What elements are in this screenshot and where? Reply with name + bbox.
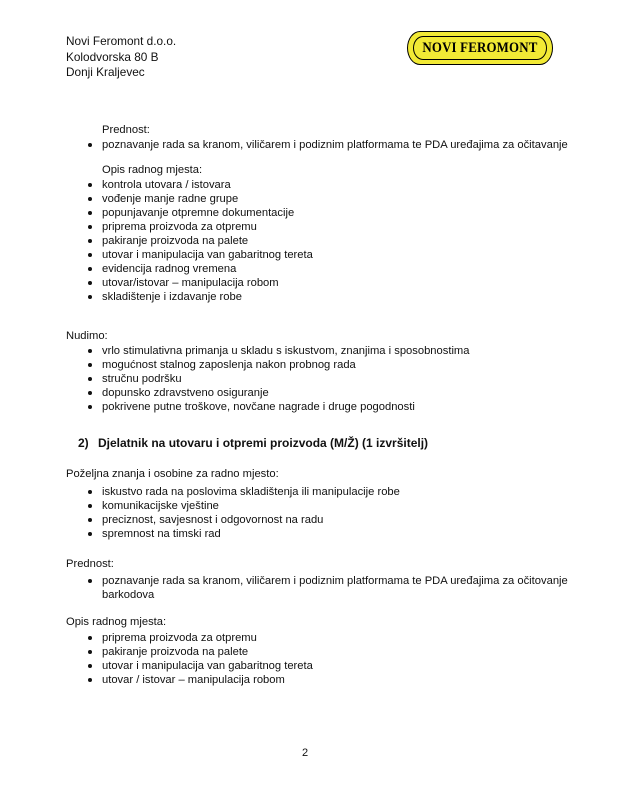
- list-item: poznavanje rada sa kranom, viličarem i podiznim platformama te PDA uređajima za očitavanje: [102, 138, 568, 152]
- bullet-icon: [88, 253, 92, 257]
- bullet-icon: [88, 197, 92, 201]
- company-street: Kolodvorska 80 B: [66, 49, 159, 64]
- bullet-icon: [88, 490, 92, 494]
- section2-advantage-list: [102, 574, 568, 602]
- company-logo: [407, 31, 553, 65]
- list-item: spremnost na timski rad: [102, 527, 400, 541]
- list-item: utovar i manipulacija van gabaritnog tereta: [102, 659, 313, 673]
- bullet-icon: [88, 650, 92, 654]
- list-item: utovar i manipulacija van gabaritnog tereta: [102, 248, 313, 262]
- bullet-icon: [88, 211, 92, 215]
- list-item: skladištenje i izdavanje robe: [102, 290, 313, 304]
- bullet-icon: [88, 239, 92, 243]
- bullet-icon: [88, 295, 92, 299]
- list-item: pakiranje proizvoda na palete: [102, 234, 313, 248]
- section2-title: Djelatnik na utovaru i otpremi proizvoda (M/Ž) (1 izvršitelj): [98, 436, 429, 450]
- bullet-icon: [88, 636, 92, 640]
- list-item: stručnu podršku: [102, 372, 469, 386]
- offer-list: [102, 344, 469, 414]
- page-number: 2: [302, 747, 309, 759]
- list-item: kontrola utovara / istovara: [102, 178, 313, 192]
- section1-duties-list: [102, 178, 313, 304]
- section2-duties-list: [102, 631, 313, 687]
- section1-advantage-list: [102, 138, 568, 152]
- list-item: utovar/istovar – manipulacija robom: [102, 276, 313, 290]
- section2-duties-label: Opis radnog mjesta:: [66, 616, 167, 628]
- bullet-icon: [88, 579, 92, 583]
- bullet-icon: [88, 504, 92, 508]
- bullet-icon: [88, 405, 92, 409]
- bullet-icon: [88, 349, 92, 353]
- bullet-icon: [88, 363, 92, 367]
- bullet-icon: [88, 267, 92, 271]
- advantage-line-1: poznavanje rada sa kranom, viličarem i podiznim platformama te PDA uređajima za očitovanje: [102, 575, 568, 587]
- bullet-icon: [88, 377, 92, 381]
- list-item: evidencija radnog vremena: [102, 262, 313, 276]
- bullet-icon: [88, 183, 92, 187]
- section1-advantage-label: Prednost:: [102, 124, 150, 136]
- list-item: popunjavanje otpremne dokumentacije: [102, 206, 313, 220]
- list-item: utovar / istovar – manipulacija robom: [102, 673, 313, 687]
- list-item: mogućnost stalnog zaposlenja nakon probnog rada: [102, 358, 469, 372]
- list-item: priprema proizvoda za otpremu: [102, 220, 313, 234]
- list-item: pokrivene putne troškove, novčane nagrade i druge pogodnosti: [102, 400, 469, 414]
- advantage-line-2: barkodova: [102, 589, 155, 601]
- section2-skills-list: [102, 485, 400, 541]
- bullet-icon: [88, 225, 92, 229]
- company-address: [66, 34, 176, 81]
- offer-label: Nudimo:: [66, 330, 108, 342]
- list-item: preciznost, savjesnost i odgovornost na radu: [102, 513, 400, 527]
- bullet-icon: [88, 391, 92, 395]
- bullet-icon: [88, 518, 92, 522]
- bullet-icon: [88, 143, 92, 147]
- bullet-icon: [88, 678, 92, 682]
- section2-number: 2): [78, 436, 89, 450]
- list-item: komunikacijske vještine: [102, 499, 400, 513]
- list-item: dopunsko zdravstveno osiguranje: [102, 386, 469, 400]
- list-item: vođenje manje radne grupe: [102, 192, 313, 206]
- company-name: Novi Feromont d.o.o.: [66, 34, 177, 48]
- section1-duties-label: Opis radnog mjesta:: [102, 164, 203, 176]
- logo-text: NOVI FEROMONT: [422, 40, 538, 56]
- section2-skills-label: Poželjna znanja i osobine za radno mjesto:: [66, 468, 279, 480]
- company-city: Donji Kraljevec: [66, 65, 145, 79]
- bullet-icon: [88, 281, 92, 285]
- bullet-icon: [88, 664, 92, 668]
- list-item: pakiranje proizvoda na palete: [102, 645, 313, 659]
- list-item: [102, 574, 568, 602]
- list-item: priprema proizvoda za otpremu: [102, 631, 313, 645]
- bullet-icon: [88, 532, 92, 536]
- list-item: iskustvo rada na poslovima skladištenja ili manipulacije robe: [102, 485, 400, 499]
- logo-border: [413, 36, 547, 60]
- section2-advantage-label: Prednost:: [66, 558, 114, 570]
- section2-heading: [78, 436, 428, 450]
- list-item: vrlo stimulativna primanja u skladu s iskustvom, znanjima i sposobnostima: [102, 344, 469, 358]
